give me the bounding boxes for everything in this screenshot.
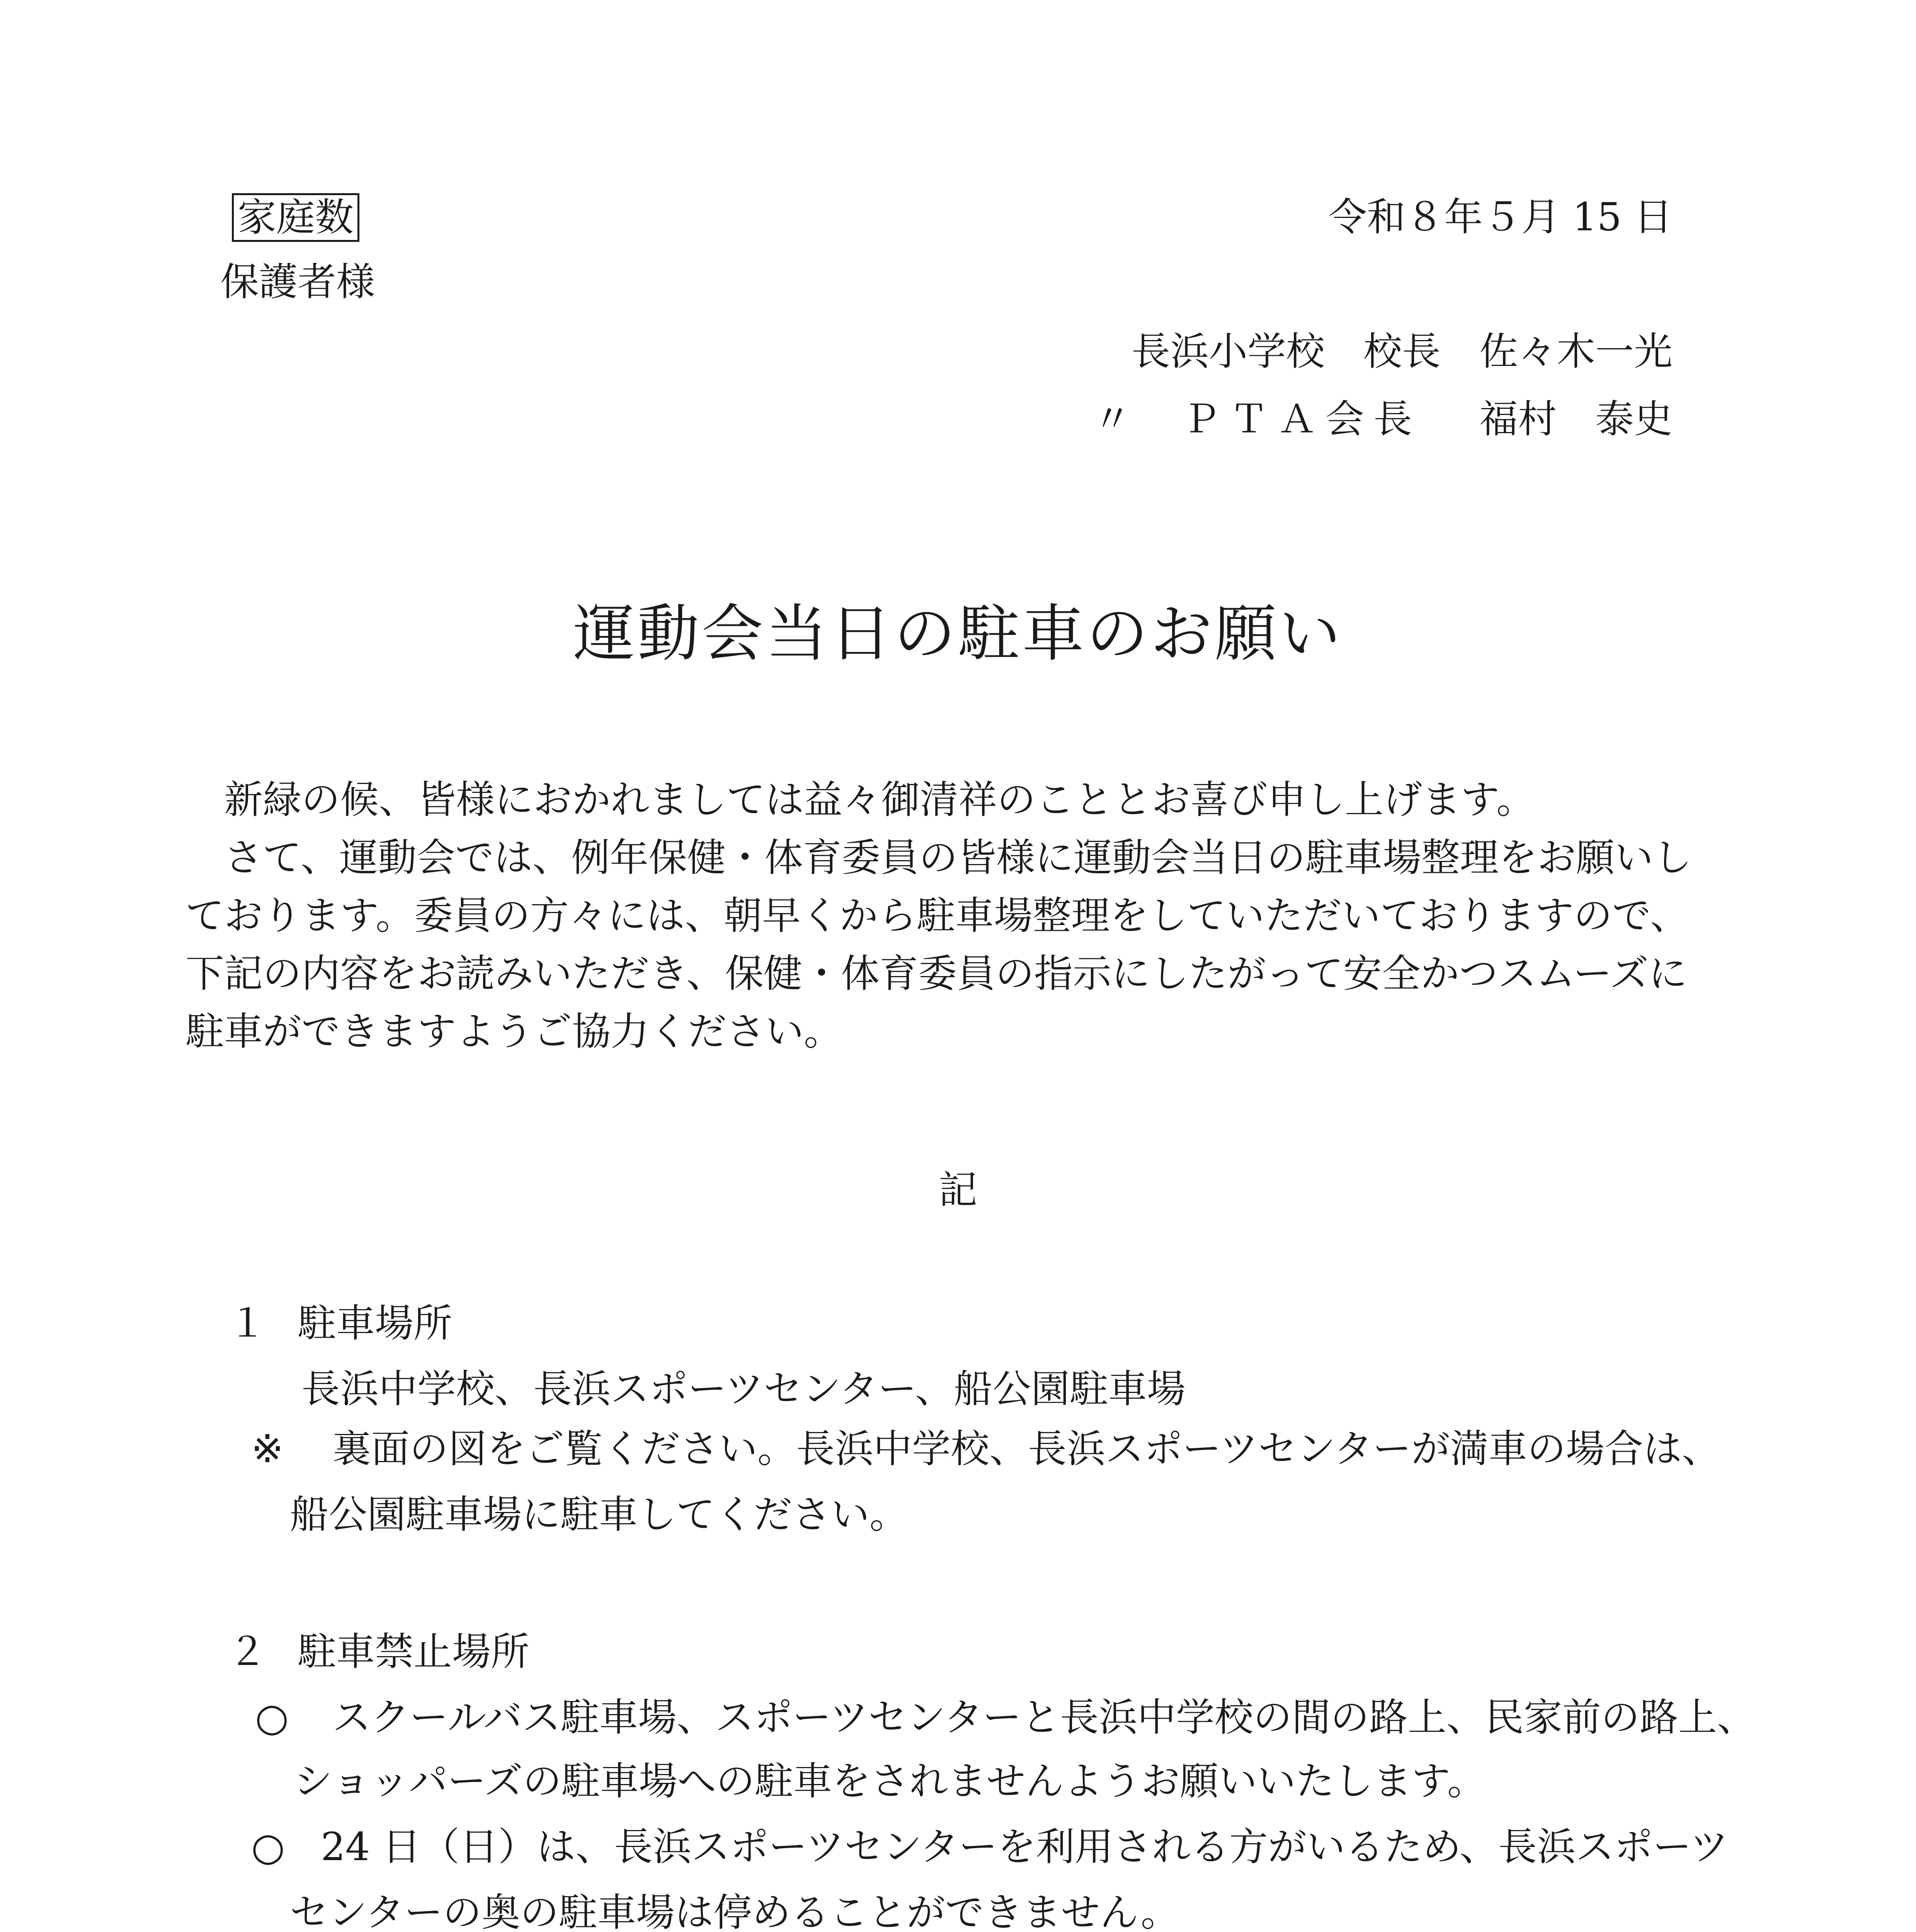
section-title: 駐車場所 <box>298 1301 452 1346</box>
bullet-line: 24 日（日）は、長浜スポーツセンターを利用される方がいるため、長浜スポーツ <box>321 1824 1729 1869</box>
bullet-line: スクールバス駐車場、スポーツセンターと長浜中学校の間の路上、民家前の路上、 <box>332 1695 1756 1740</box>
section-number: １ <box>228 1301 267 1346</box>
pta-role: ＰＴＡ会長 <box>1182 396 1421 442</box>
note-mark: ※ <box>251 1426 284 1471</box>
issue-date: 令和８年５月 15 日 <box>1328 194 1673 240</box>
intro-line: ております。委員の方々には、朝早くから駐車場整理をしていただいておりますので、 <box>185 893 1689 938</box>
bullet-mark: ○ <box>255 1695 289 1740</box>
section-2-heading <box>228 1629 529 1674</box>
ki-heading: 記 <box>939 1167 977 1213</box>
ditto-mark: 〃 <box>1093 396 1132 442</box>
distribution-label: 家庭数 <box>232 193 359 242</box>
section-title: 駐車禁止場所 <box>298 1629 529 1674</box>
sender-principal: 長浜小学校 校長 佐々木一光 <box>1132 329 1673 374</box>
page-title: 運動会当日の駐車のお願い <box>573 597 1343 670</box>
bullet-mark: ○ <box>251 1824 285 1869</box>
note-line: 裏面の図をご覧ください。長浜中学校、長浜スポーツセンターが満車の場合は、 <box>332 1426 1720 1471</box>
pta-name: 福村 泰史 <box>1479 396 1673 442</box>
intro-line: 新緑の候、皆様におかれましては益々御清祥のこととお喜び申し上げます。 <box>224 777 1535 822</box>
section-number: ２ <box>228 1629 267 1674</box>
intro-paragraph <box>185 767 1731 1065</box>
section-1-heading <box>228 1301 452 1346</box>
note-line: 船公園駐車場に駐車してください。 <box>290 1492 908 1537</box>
section-1-body: 長浜中学校、長浜スポーツセンター、船公園駐車場 <box>301 1366 1186 1412</box>
addressee: 保護者様 <box>220 259 375 304</box>
bullet-line: ショッパーズの駐車場への駐車をされませんようお願いいたします。 <box>294 1759 1486 1804</box>
intro-line: 下記の内容をお読みいただき、保健・体育委員の指示にしたがって安全かつスムーズに <box>185 951 1687 996</box>
sender-pta <box>1093 396 1673 442</box>
intro-line: 駐車ができますようご協力ください。 <box>185 1009 842 1054</box>
intro-line: さて、運動会では、例年保健・体育委員の皆様に運動会当日の駐車場整理をお願いし <box>224 835 1692 880</box>
bullet-line: センターの奥の駐車場は停めることができません。 <box>290 1890 1179 1932</box>
